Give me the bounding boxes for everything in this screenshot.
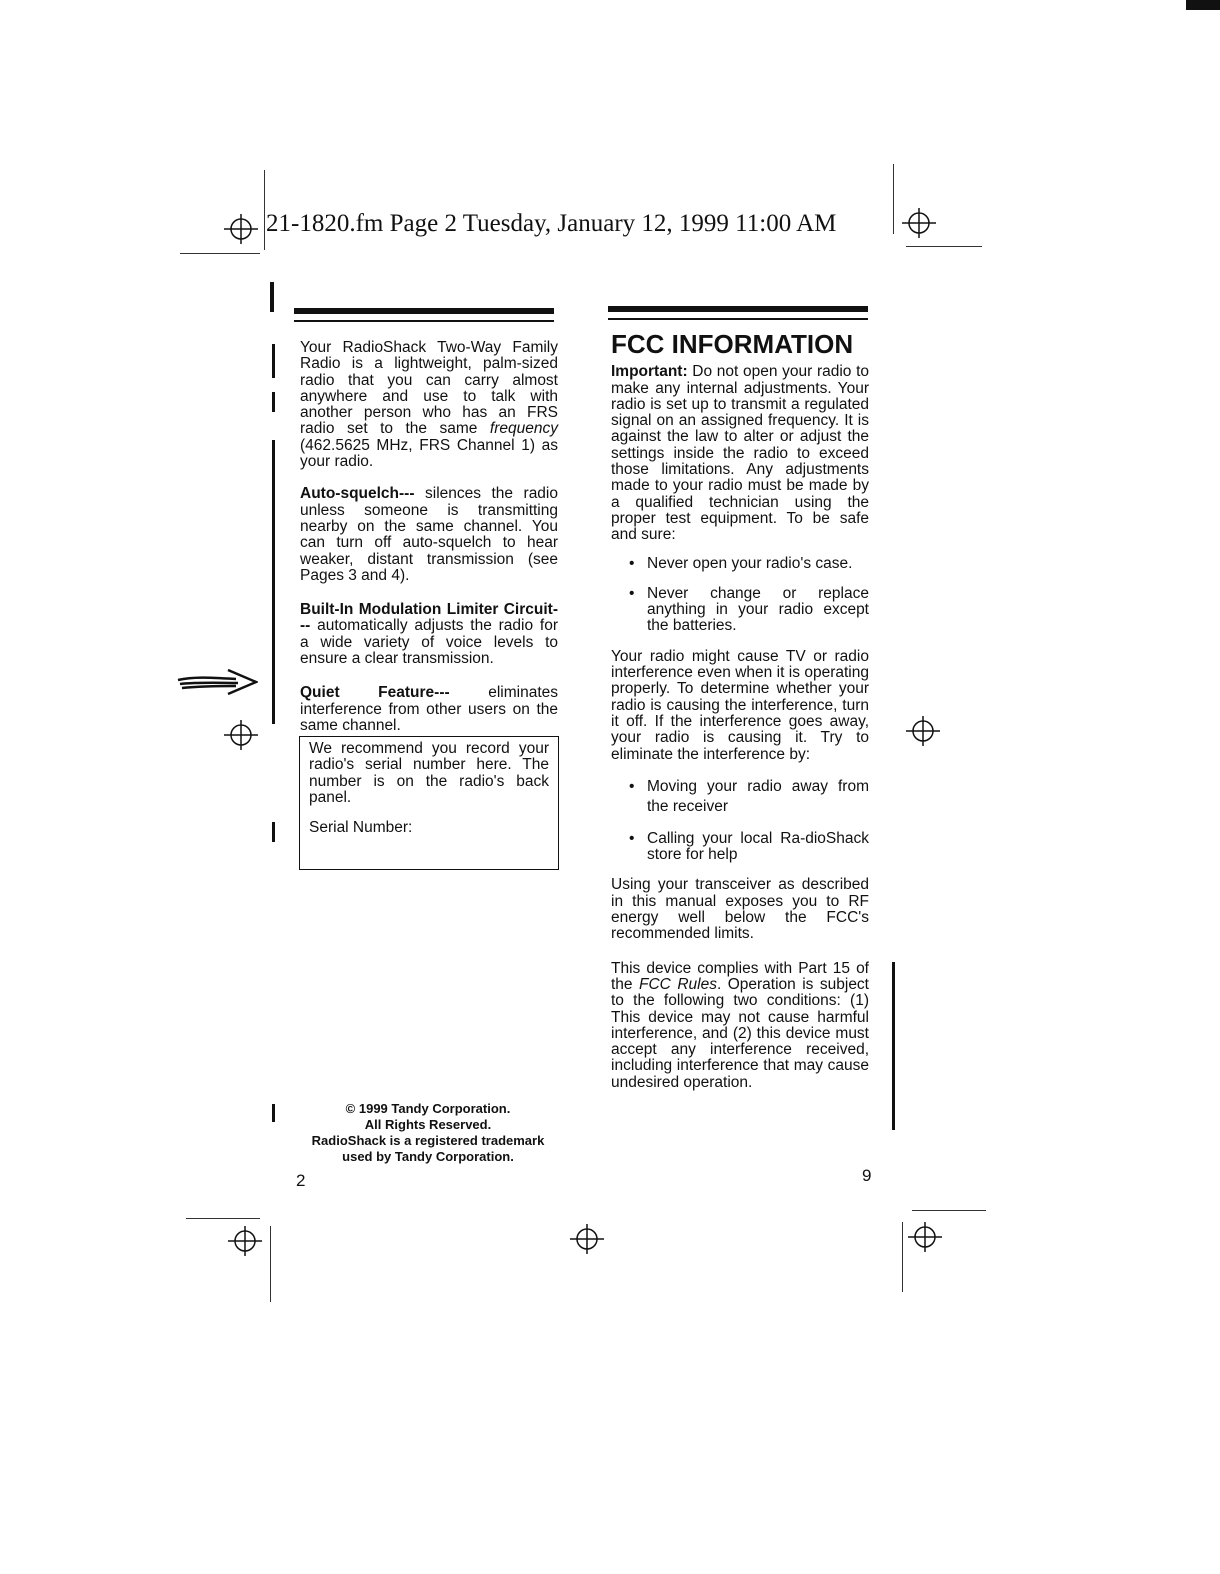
change-bar [272,440,275,724]
crop-line [902,1222,903,1292]
section-rule [608,318,868,320]
registration-mark-icon [908,1220,942,1254]
section-rule [294,308,554,314]
serial-number-note: We recommend you record your radio's serial number here. The number is on the radio's back panel. [309,740,549,806]
interference-list [611,777,869,864]
registration-mark-icon [570,1222,604,1256]
section-rule [294,320,554,322]
change-bar [272,1104,275,1122]
change-bar [270,282,274,312]
list-item: • Never open your radio's case. [647,556,869,572]
section-rule [608,306,868,312]
feature-modulation-limiter: Built-In Modulation Limiter Circuit--- automatically adjusts the radio for a wide variety of voice levels to ensure a clear transmission. [300,601,558,668]
change-bar [272,392,275,412]
crop-line [270,1226,271,1302]
crop-line [186,1218,260,1219]
important-paragraph: Important: Do not open your radio to make any internal adjustments. Your radio is set up to transmit a regulated signal on an assigned frequency. It is against the law to alter or adjust the settings inside the radio to exceed those limitations. Any adjustments made to your radio must be made by a qualified technician using the proper test equipment. To be safe and sure: [611,363,869,544]
change-bar [272,344,275,378]
crop-line [264,170,265,250]
registration-mark-icon [228,1224,262,1258]
arrow-icon [176,666,258,696]
registration-mark-icon [224,212,258,246]
registration-mark-icon [224,718,258,752]
header-line: 21-1820.fm Page 2 Tuesday, January 12, 1999 11:00 AM [266,210,837,237]
part15-paragraph: This device complies with Part 15 of the FCC Rules. Operation is subject to the following two conditions: (1) This device may not cause harmful interference, and (2) this device must accept any interference received, including interference that may cause undesired operation. [611,959,869,1091]
page-number-left: 2 [296,1171,306,1190]
rf-paragraph: Using your transceiver as described in this manual exposes you to RF energy well below the FCC's recommended limits. [611,876,869,943]
intro-paragraph: Your RadioShack Two-Way Family Radio is a lightweight, palm-sized radio that you can carry almost anywhere and use to talk with another person who has an FRS radio set to the same frequency (462.5625 MHz, FRS Channel 1) as your radio. [300,339,558,471]
safety-list [611,556,869,635]
serial-number-label: Serial Number: [309,819,413,837]
edge-mark [1186,0,1220,10]
registration-mark-icon [902,206,936,240]
interference-paragraph: Your radio might cause TV or radio interference even when it is operating properly. To determine whether your radio is causing the interference, turn it off. If the interference goes away, your radio is causing it. Try to eliminate the interference by: [611,647,869,763]
list-item: • Calling your local Ra-dioShack store for help [647,831,869,864]
right-column [611,329,869,1107]
registration-mark-icon [906,714,940,748]
left-column [300,340,558,750]
copyright-block: © 1999 Tandy Corporation. All Rights Reserved. RadioShack is a registered trademark used by Tandy Corporation. [311,1101,545,1164]
feature-auto-squelch: Auto-squelch--- silences the radio unless someone is transmitting nearby on the same channel. You can turn off auto-squelch to hear weaker, distant transmission (see Pages 3 and 4). [300,485,558,584]
crop-line [906,246,982,247]
page-title: FCC INFORMATION [611,329,854,359]
feature-quiet: Quiet Feature--- eliminates interference from other users on the same channel. [300,684,558,734]
change-bar [892,962,895,1130]
crop-line [893,164,894,234]
list-item: • Never change or replace anything in your radio except the batteries. [647,586,869,635]
list-item: • Moving your radio away from the receiver [647,777,869,817]
change-bar [272,822,275,842]
serial-number-box [299,736,559,870]
crop-line [912,1210,986,1211]
crop-line [180,253,260,254]
page-number-right: 9 [862,1166,872,1185]
